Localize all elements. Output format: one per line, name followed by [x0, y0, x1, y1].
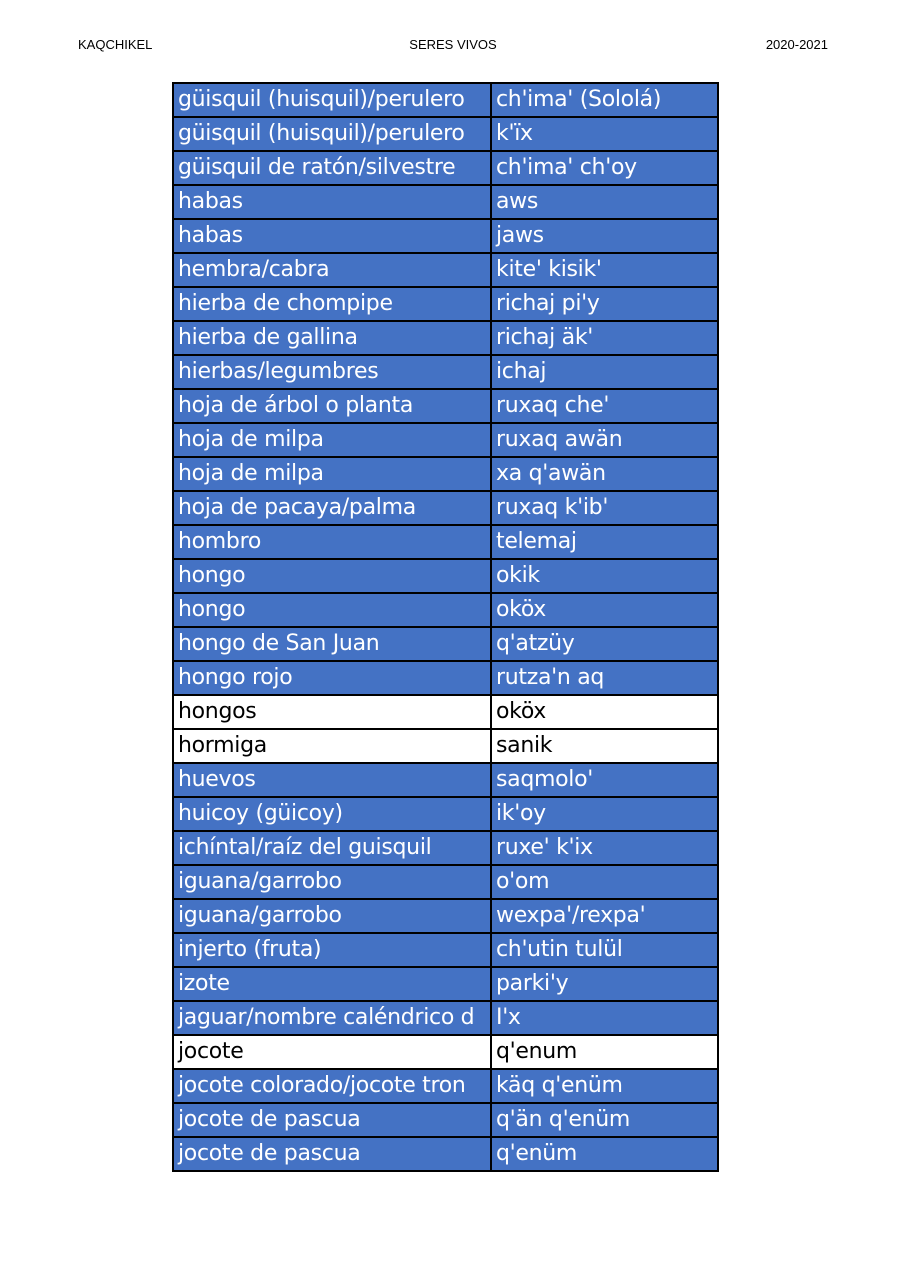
header-title: SERES VIVOS: [409, 37, 497, 52]
spanish-cell: hongo: [173, 559, 491, 593]
kaqchikel-cell: käq q'enüm: [491, 1069, 718, 1103]
table-row: [173, 933, 718, 967]
table-row: [173, 1035, 718, 1069]
kaqchikel-cell: q'än q'enüm: [491, 1103, 718, 1137]
kaqchikel-cell: ruxe' k'ix: [491, 831, 718, 865]
table-row: [173, 797, 718, 831]
kaqchikel-cell: k'ïx: [491, 117, 718, 151]
spanish-cell: jocote: [173, 1035, 491, 1069]
spanish-cell: huicoy (güicoy): [173, 797, 491, 831]
table-row: [173, 695, 718, 729]
table-row: [173, 1069, 718, 1103]
spanish-cell: hongos: [173, 695, 491, 729]
header-left: KAQCHIKEL: [78, 37, 153, 52]
kaqchikel-cell: okik: [491, 559, 718, 593]
kaqchikel-cell: ruxaq awän: [491, 423, 718, 457]
kaqchikel-cell: q'enum: [491, 1035, 718, 1069]
spanish-cell: hoja de milpa: [173, 423, 491, 457]
table-row: [173, 559, 718, 593]
table-row: [173, 525, 718, 559]
table-row: [173, 1001, 718, 1035]
kaqchikel-cell: wexpa'/rexpa': [491, 899, 718, 933]
spanish-cell: hierba de chompipe: [173, 287, 491, 321]
kaqchikel-cell: oköx: [491, 695, 718, 729]
table-row: [173, 287, 718, 321]
spanish-cell: güisquil de ratón/silvestre: [173, 151, 491, 185]
kaqchikel-cell: richaj äk': [491, 321, 718, 355]
table-row: [173, 219, 718, 253]
kaqchikel-cell: telemaj: [491, 525, 718, 559]
table-row: [173, 151, 718, 185]
kaqchikel-cell: ichaj: [491, 355, 718, 389]
spanish-cell: hierbas/legumbres: [173, 355, 491, 389]
table-row: [173, 321, 718, 355]
kaqchikel-cell: q'enüm: [491, 1137, 718, 1171]
kaqchikel-cell: xa q'awän: [491, 457, 718, 491]
spanish-cell: hoja de árbol o planta: [173, 389, 491, 423]
table-row: [173, 491, 718, 525]
kaqchikel-cell: aws: [491, 185, 718, 219]
spanish-cell: güisquil (huisquil)/perulero: [173, 83, 491, 117]
table-row: [173, 865, 718, 899]
table-row: [173, 117, 718, 151]
spanish-cell: jocote colorado/jocote tron: [173, 1069, 491, 1103]
table-row: [173, 899, 718, 933]
kaqchikel-cell: rutza'n aq: [491, 661, 718, 695]
spanish-cell: habas: [173, 219, 491, 253]
table-row: [173, 423, 718, 457]
spanish-cell: hormiga: [173, 729, 491, 763]
kaqchikel-cell: richaj pi'y: [491, 287, 718, 321]
kaqchikel-cell: ik'oy: [491, 797, 718, 831]
spanish-cell: habas: [173, 185, 491, 219]
spanish-cell: hoja de milpa: [173, 457, 491, 491]
spanish-cell: jaguar/nombre caléndrico d: [173, 1001, 491, 1035]
table-row: [173, 457, 718, 491]
vocabulary-table: [172, 82, 719, 1172]
table-row: [173, 1137, 718, 1171]
table-row: [173, 389, 718, 423]
kaqchikel-cell: sanik: [491, 729, 718, 763]
spanish-cell: jocote de pascua: [173, 1137, 491, 1171]
table-row: [173, 967, 718, 1001]
table-row: [173, 593, 718, 627]
table-row: [173, 355, 718, 389]
kaqchikel-cell: q'atzüy: [491, 627, 718, 661]
spanish-cell: injerto (fruta): [173, 933, 491, 967]
spanish-cell: hongo rojo: [173, 661, 491, 695]
spanish-cell: hierba de gallina: [173, 321, 491, 355]
kaqchikel-cell: ch'ima' (Sololá): [491, 83, 718, 117]
table-row: [173, 729, 718, 763]
spanish-cell: jocote de pascua: [173, 1103, 491, 1137]
kaqchikel-cell: jaws: [491, 219, 718, 253]
kaqchikel-cell: I'x: [491, 1001, 718, 1035]
spanish-cell: iguana/garrobo: [173, 865, 491, 899]
spanish-cell: ichíntal/raíz del guisquil: [173, 831, 491, 865]
table-row: [173, 661, 718, 695]
kaqchikel-cell: ch'ima' ch'oy: [491, 151, 718, 185]
kaqchikel-cell: saqmolo': [491, 763, 718, 797]
spanish-cell: hongo: [173, 593, 491, 627]
kaqchikel-cell: kite' kisik': [491, 253, 718, 287]
table-row: [173, 83, 718, 117]
table-row: [173, 253, 718, 287]
spanish-cell: güisquil (huisquil)/perulero: [173, 117, 491, 151]
table-row: [173, 185, 718, 219]
kaqchikel-cell: oköx: [491, 593, 718, 627]
table-row: [173, 831, 718, 865]
spanish-cell: iguana/garrobo: [173, 899, 491, 933]
table-row: [173, 1103, 718, 1137]
kaqchikel-cell: ruxaq che': [491, 389, 718, 423]
spanish-cell: hoja de pacaya/palma: [173, 491, 491, 525]
kaqchikel-cell: ch'utin tulül: [491, 933, 718, 967]
table-row: [173, 763, 718, 797]
spanish-cell: hongo de San Juan: [173, 627, 491, 661]
header-year: 2020-2021: [765, 37, 828, 52]
spanish-cell: huevos: [173, 763, 491, 797]
spanish-cell: izote: [173, 967, 491, 1001]
kaqchikel-cell: parki'y: [491, 967, 718, 1001]
kaqchikel-cell: o'om: [491, 865, 718, 899]
kaqchikel-cell: ruxaq k'ib': [491, 491, 718, 525]
spanish-cell: hombro: [173, 525, 491, 559]
spanish-cell: hembra/cabra: [173, 253, 491, 287]
table-row: [173, 627, 718, 661]
